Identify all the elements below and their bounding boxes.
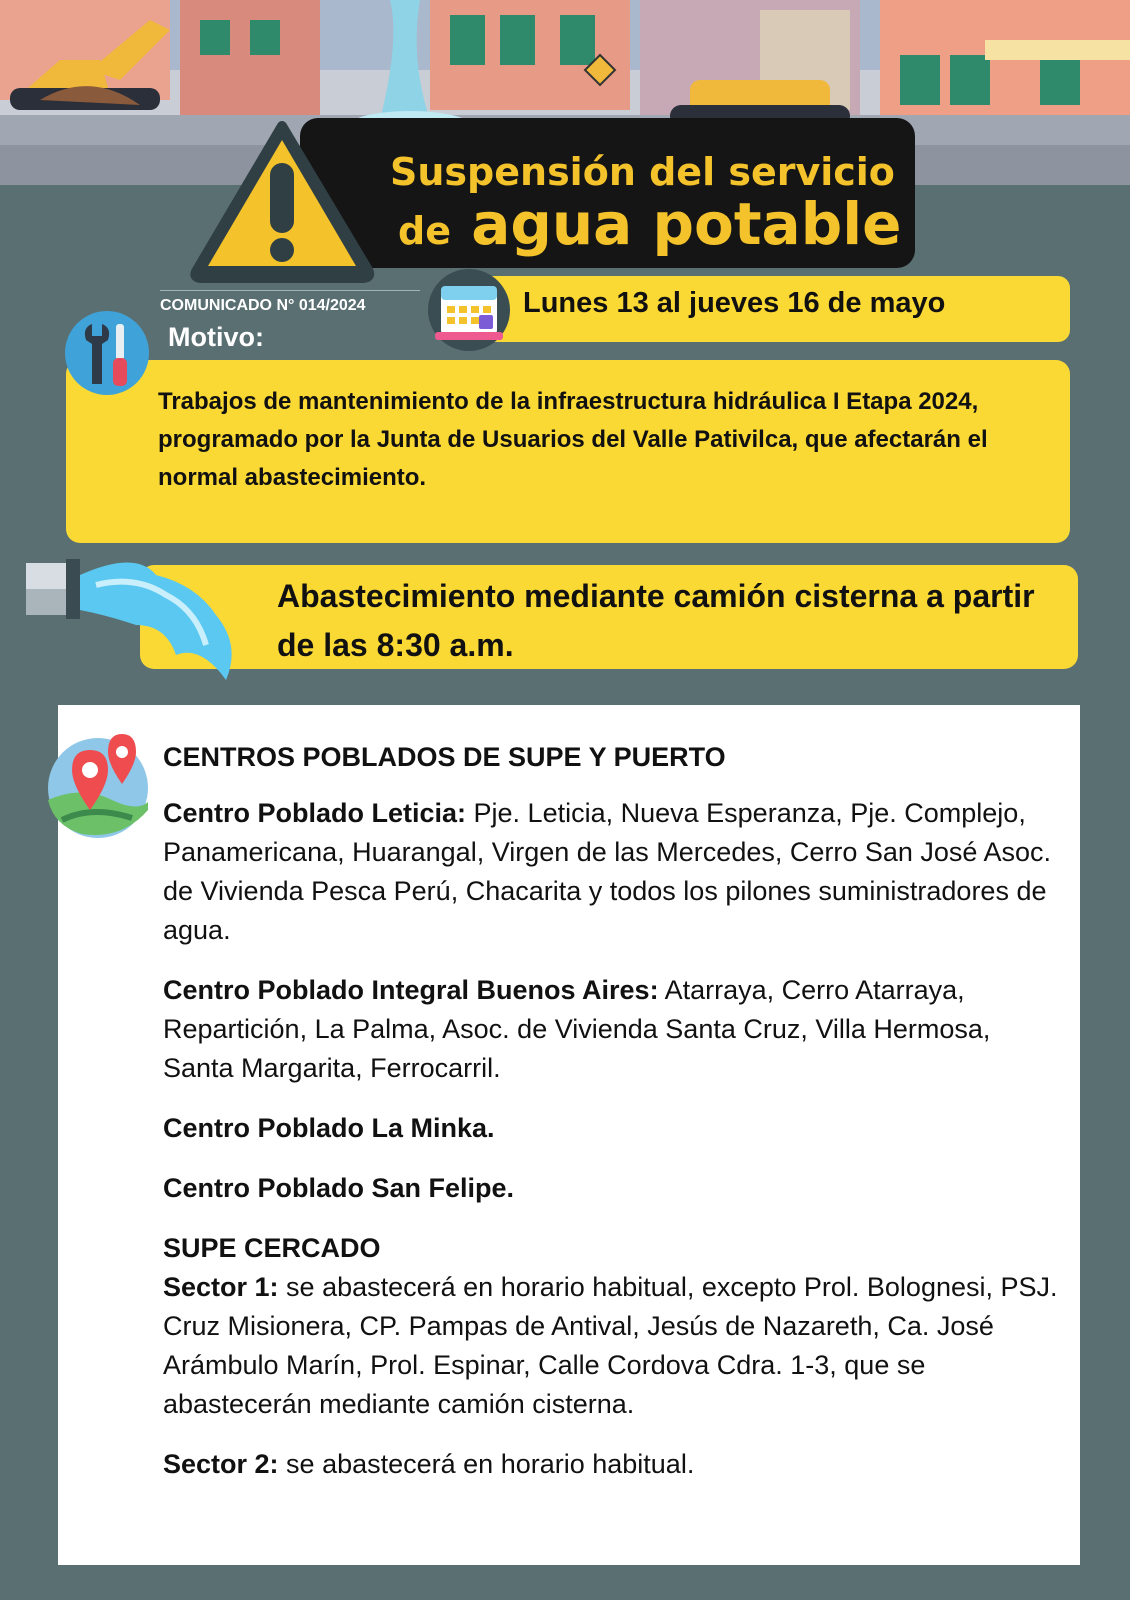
faucet-icon [26, 555, 246, 685]
location-label: Centro Poblado Leticia: [163, 798, 467, 828]
motivo-label: Motivo: [168, 322, 264, 352]
sector-label: Sector 2: [163, 1449, 279, 1479]
supe-heading [163, 1229, 1063, 1268]
location-label: Centro Poblado San Felipe. [163, 1173, 515, 1203]
title-line2 [398, 190, 901, 258]
map-pin-icon [42, 730, 154, 838]
title-line2-large: agua potable [471, 190, 902, 258]
section-heading: CENTROS POBLADOS DE SUPE Y PUERTO [163, 742, 726, 772]
supe-heading-text: SUPE CERCADO [163, 1233, 381, 1263]
title-line1: Suspensión del servicio [390, 150, 895, 194]
calendar-icon [427, 268, 511, 352]
sector-label: Sector 1: [163, 1272, 279, 1302]
location-label: Centro Poblado Integral Buenos Aires: [163, 975, 659, 1005]
location-text: Atarraya, Cerro Atarraya, Repartición, La Palma, Asoc. de Vivienda Santa Cruz, Villa Hermosa, Santa Margarita, Ferrocarril. [163, 975, 991, 1083]
location-item [163, 971, 1063, 1088]
location-label: Centro Poblado La Minka. [163, 1113, 495, 1143]
sector-item [163, 1268, 1063, 1424]
cistern-notice: Abastecimiento mediante camión cisterna a partir de las 8:30 a.m. [277, 578, 1035, 663]
tools-icon [64, 310, 150, 396]
location-text: Pje. Leticia, Nueva Esperanza, Pje. Complejo, Panamericana, Huarangal, Virgen de las Mercedes, Cerro San José Asoc. de Vivienda Pesca Perú, Chacarita y todos los pilones suministradores de agua. [163, 798, 1051, 945]
motivo-text: Trabajos de mantenimiento de la infraestructura hidráulica I Etapa 2024, programado por la Junta de Usuarios del Valle Pativilca, que afectarán el normal abastecimiento. [158, 388, 988, 491]
location-item [163, 1109, 1063, 1148]
comunicado-number: COMUNICADO N° 014/2024 [160, 290, 420, 315]
warning-icon [190, 118, 375, 283]
sector-text: se abastecerá en horario habitual, excepto Prol. Bolognesi, PSJ. Cruz Misionera, CP. Pampas de Antival, Jesús de Nazareth, Ca. José Arámbulo Marín, Prol. Espinar, Calle Cordova Cdra. 1-3, que se abastecerán mediante camión cisterna. [163, 1272, 1058, 1419]
sector-text: se abastecerá en horario habitual. [278, 1449, 695, 1479]
locations-content [163, 738, 1063, 1505]
title-line2-small: de [398, 209, 451, 253]
location-item [163, 1169, 1063, 1208]
sector-item [163, 1445, 1063, 1484]
location-item [163, 794, 1063, 950]
date-range: Lunes 13 al jueves 16 de mayo [523, 287, 946, 319]
